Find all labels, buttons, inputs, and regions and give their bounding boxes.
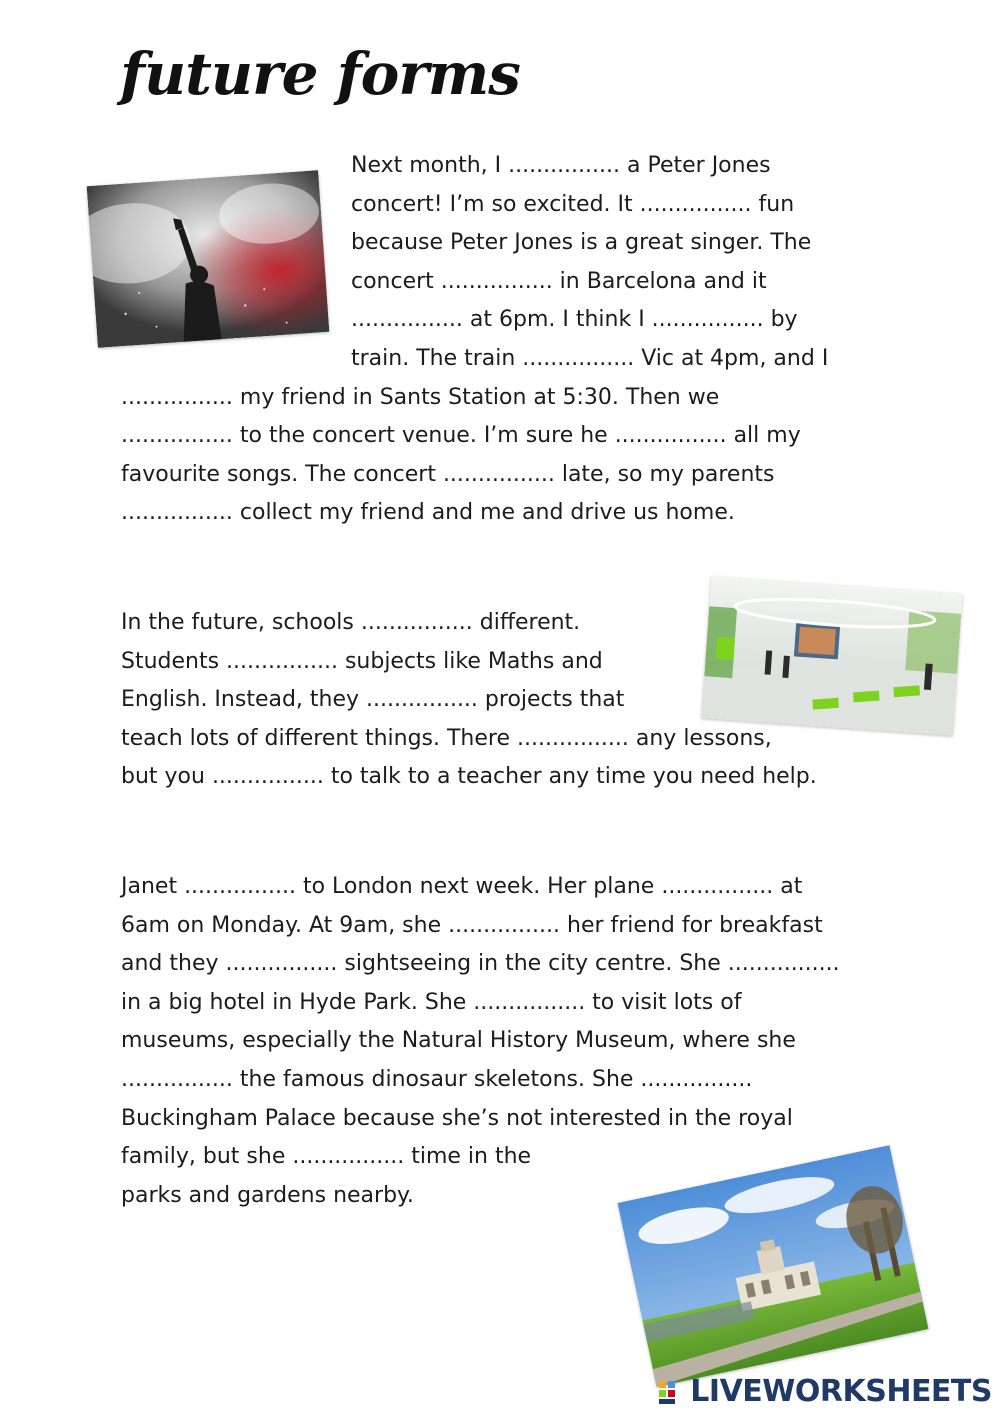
brand-text: LIVEWORKSHEETS [690,1374,992,1409]
paragraph-concert [0,147,1000,533]
brand-watermark [658,1374,992,1409]
text-line: ................ my friend in Sants Station at 5:30. Then we [121,384,720,410]
worksheet-title: future forms [120,40,520,108]
text-line: museums, especially the Natural History Museum, where she [121,1028,796,1054]
text-line: Janet ................ to London next week. Her plane ................ at [121,874,803,899]
text-line: In the future, schools ................ different. [121,610,581,635]
text-line: train. The train ................ Vic at 4pm, and I [351,345,829,371]
text-line: ................ the famous dinosaur skeletons. She ................ [121,1066,753,1092]
text-line: English. Instead, they ................ projects that [121,687,625,713]
text-line: Buckingham Palace because she’s not interested in the royal [121,1105,793,1131]
text-line: but you ................ to talk to a teacher any time you need help. [121,764,817,790]
text-line: Students ................ subjects like Maths and [121,648,603,674]
text-line: parks and gardens nearby. [121,1182,414,1208]
text-line: and they ................ sightseeing in the city centre. She ................ [121,951,840,977]
text-line: concert! I’m so excited. It ................ fun [351,191,795,217]
text-line: favourite songs. The concert ................ late, so my parents [121,461,775,487]
text-line: ................ at 6pm. I think I ................ by [351,307,798,333]
text-line: ................ collect my friend and me and drive us home. [121,500,735,526]
text-line: in a big hotel in Hyde Park. She ................ to visit lots of [121,989,742,1015]
text-line: teach lots of different things. There ................ any lessons, [121,725,772,751]
text-line: because Peter Jones is a great singer. The [351,230,812,256]
text-line: 6am on Monday. At 9am, she ................ her friend for breakfast [121,912,823,938]
text-line: ................ to the concert venue. I’m sure he ................ all my [121,423,801,449]
liveworksheets-logo-icon [658,1378,686,1406]
text-line: Next month, I ................ a Peter Jones [351,153,771,178]
paragraph-school [121,604,981,797]
text-line: concert ................ in Barcelona and it [351,268,767,294]
text-line: family, but she ................ time in the [121,1144,532,1170]
